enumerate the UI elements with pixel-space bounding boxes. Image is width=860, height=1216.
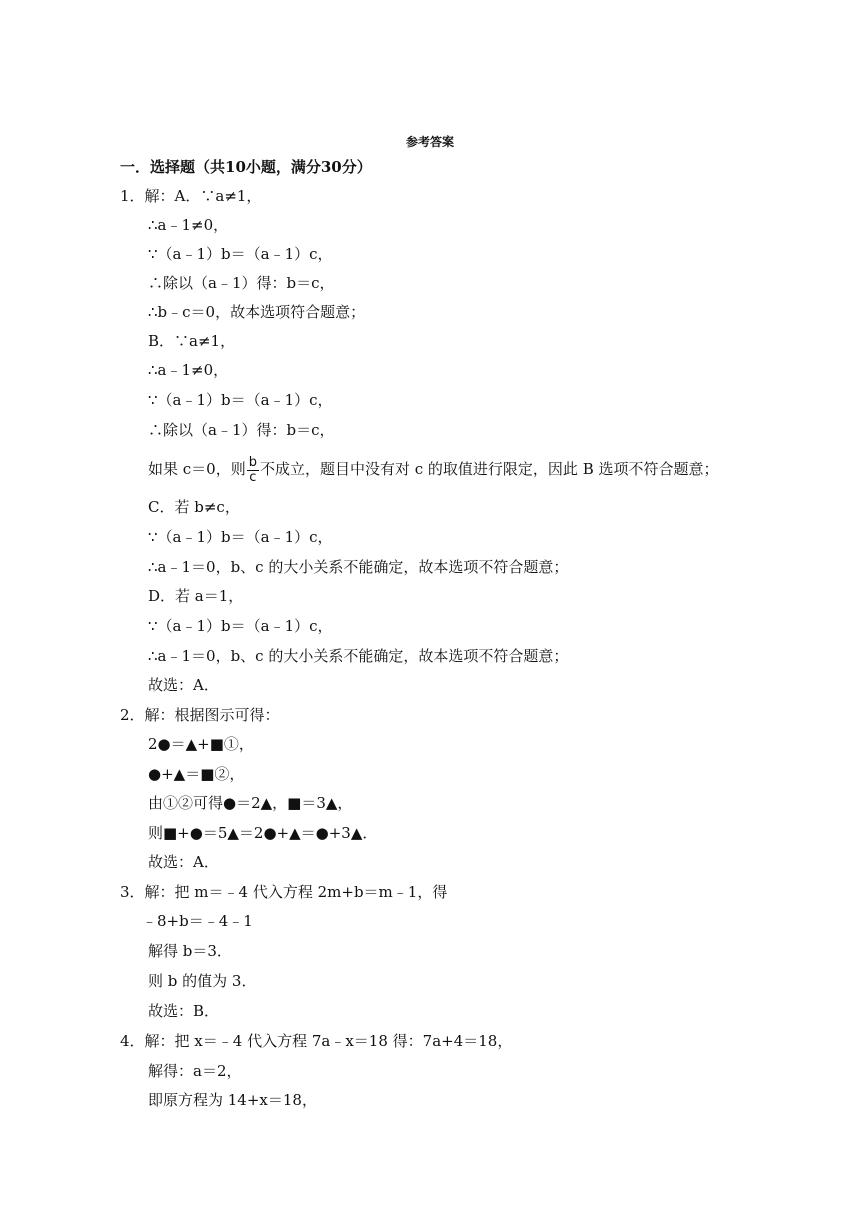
q2-line-5: 则■+●＝5▲＝2●+▲＝●+3▲． xyxy=(148,824,378,842)
q1-line-11: C．若 b≠c， xyxy=(148,498,240,516)
q3-line-5: 故选：B． xyxy=(148,1002,220,1020)
q1-line-9: ∴除以（a﹣1）得：b＝c， xyxy=(148,421,335,439)
q1-line-15: ∵（a﹣1）b＝（a﹣1）c， xyxy=(148,617,333,635)
q1-line-5: ∴b﹣c＝0，故本选项符合题意； xyxy=(148,303,366,321)
q1-line-8: ∵（a﹣1）b＝（a﹣1）c， xyxy=(148,391,333,409)
q3-line-2: ﹣8+b＝﹣4﹣1 xyxy=(142,912,253,930)
q2-line-1: 2．解：根据图示可得： xyxy=(120,706,280,724)
q1-line-4: ∴除以（a﹣1）得：b＝c， xyxy=(148,274,335,292)
q1-line-6: B．∵a≠1， xyxy=(148,332,236,350)
q1-line-10-suffix: 不成立，题目中没有对 c 的取值进行限定，因此 B 选项不符合题意； xyxy=(259,460,719,478)
q2-line-2: 2●＝▲+■①， xyxy=(148,735,254,753)
q1-line-16: ∴a﹣1＝0，b、c 的大小关系不能确定，故本选项不符合题意； xyxy=(148,647,569,665)
q2-line-6: 故选：A． xyxy=(148,853,219,871)
q1-line-1: 1．解：A．∵a≠1， xyxy=(120,187,262,205)
q1-line-2: ∴a﹣1≠0， xyxy=(148,216,229,234)
q1-line-10-prefix: 如果 c＝0，则 xyxy=(148,460,246,478)
q1-line-17: 故选：A． xyxy=(148,676,219,694)
q3-line-1: 3．解：把 m＝﹣4 代入方程 2m+b＝m﹣1，得 xyxy=(120,883,448,901)
q4-line-1: 4．解：把 x＝﹣4 代入方程 7a﹣x＝18 得：7a+4＝18， xyxy=(120,1032,513,1050)
section-heading: 一．选择题（共10小题，满分30分） xyxy=(120,158,372,176)
q2-line-4: 由①②可得●＝2▲，■＝3▲， xyxy=(148,794,353,812)
q1-line-10 xyxy=(148,454,718,488)
fraction-numerator: b xyxy=(248,454,257,470)
q1-line-3: ∵（a﹣1）b＝（a﹣1）c， xyxy=(148,245,333,263)
q4-line-3: 即原方程为 14+x＝18， xyxy=(148,1091,317,1109)
fraction-b-over-c xyxy=(247,456,259,485)
q3-line-4: 则 b 的值为 3． xyxy=(148,972,257,990)
q1-line-7: ∴a﹣1≠0， xyxy=(148,361,229,379)
q4-line-2: 解得：a＝2， xyxy=(148,1062,242,1080)
q1-line-14: D．若 a＝1， xyxy=(148,587,244,605)
fraction-denominator: c xyxy=(249,469,257,485)
page-title: 参考答案 xyxy=(405,135,454,149)
q3-line-3: 解得 b＝3． xyxy=(148,942,232,960)
q1-line-12: ∵（a﹣1）b＝（a﹣1）c， xyxy=(148,528,333,546)
q1-line-13: ∴a﹣1＝0，b、c 的大小关系不能确定，故本选项不符合题意； xyxy=(148,558,569,576)
q2-line-3: ●+▲＝■②， xyxy=(148,765,245,783)
